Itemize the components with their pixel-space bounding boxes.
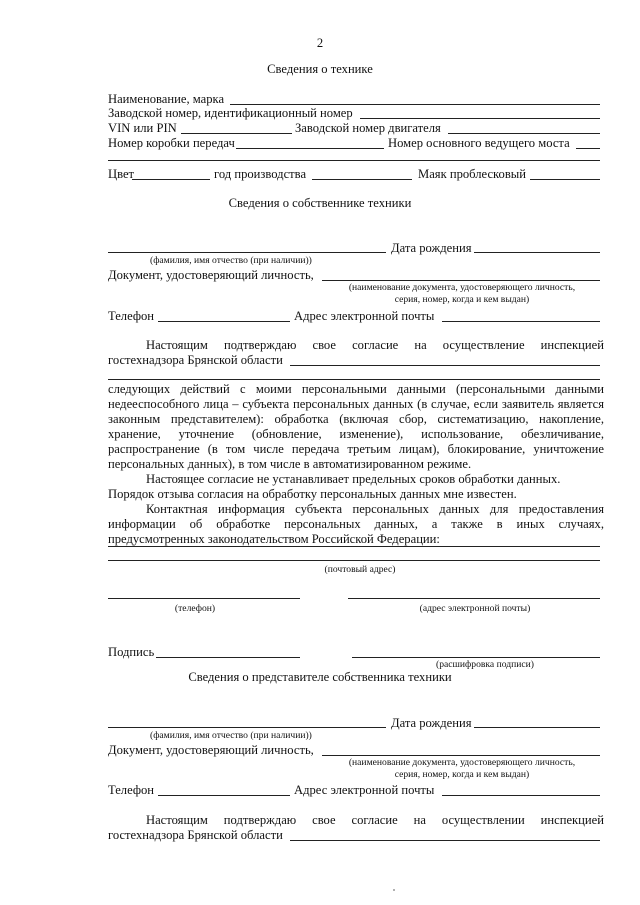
- consent-word: Настоящим: [146, 338, 208, 352]
- rep-phone-field[interactable]: [158, 795, 290, 796]
- signature-field[interactable]: [156, 657, 300, 658]
- rep-consent-inspection-field[interactable]: [290, 840, 600, 841]
- owner-doc-field[interactable]: [322, 280, 600, 281]
- postal-address-hint: (почтовый адрес): [324, 564, 396, 575]
- rep-doc-hint-1: (наименование документа, удостоверяющего личность,: [348, 757, 576, 768]
- rep-consent-line-1: [146, 813, 604, 828]
- owner-email-label: Адрес электронной почты: [294, 309, 435, 323]
- owner-fio-hint: (фамилия, имя отчество (при наличии)): [150, 255, 312, 266]
- consent-word: согласие: [351, 813, 398, 827]
- consent-word: свое: [312, 813, 336, 827]
- consent-word: подтверждаю: [223, 813, 297, 827]
- tech-color-label: Цвет: [108, 167, 135, 181]
- consent-paragraph-3b: [108, 517, 604, 532]
- owner-doc-hint-1: (наименование документа, удостоверяющего личность,: [348, 282, 576, 293]
- tech-serial-field[interactable]: [360, 118, 600, 119]
- tech-year-label: год производства: [214, 167, 307, 181]
- tech-axle-field[interactable]: [576, 148, 600, 149]
- tech-gearbox-field[interactable]: [236, 148, 384, 149]
- rep-birth-field[interactable]: [474, 727, 600, 728]
- consent-text-line: недееспособного лица – субъекта персональных данных (в случае, если заявитель является: [108, 397, 604, 411]
- consent-text-line: распространение (в том числе передача третьим лицам), блокирование, уничтожение: [108, 442, 604, 456]
- rep-doc-field[interactable]: [322, 755, 600, 756]
- consent-word: на: [414, 338, 427, 352]
- consent-paragraph-2-line-2: Порядок отзыва согласия на обработку персональных данных мне известен.: [108, 487, 517, 501]
- contact-phone-hint: (телефон): [174, 603, 216, 614]
- tech-name-label: Наименование, марка: [108, 92, 225, 106]
- tech-beacon-field[interactable]: [530, 179, 600, 180]
- consent-text-line: законным представителем): обработка (включая сбор, систематизацию, накопление,: [108, 412, 604, 426]
- contact-email-field[interactable]: [348, 598, 600, 599]
- postal-address-line-2[interactable]: [108, 560, 600, 561]
- consent-paragraph-2-line-1: Настоящее согласие не устанавливает предельных сроков обработки данных.: [146, 472, 561, 486]
- rep-doc-hint-2: серия, номер, когда и кем выдан): [394, 769, 530, 780]
- owner-doc-label: Документ, удостоверяющий личность,: [108, 268, 314, 282]
- rep-email-field[interactable]: [442, 795, 600, 796]
- tech-vin-label: VIN или PIN: [108, 121, 177, 135]
- consent-inspection-field[interactable]: [290, 365, 600, 366]
- consent-paragraph-1-end: персональных данных), в том числе в автоматизированном режиме.: [108, 457, 472, 471]
- tech-engine-label: Заводской номер двигателя: [295, 121, 441, 135]
- signature-transcript-field[interactable]: [352, 657, 600, 658]
- consent-word: подтверждаю: [223, 338, 297, 352]
- consent-word: свое: [312, 338, 336, 352]
- consent-paragraph-1: [108, 382, 604, 457]
- consent-paragraph-3-end: предусмотренных законодательством Российской Федерации:: [108, 532, 440, 546]
- tech-gearbox-label: Номер коробки передач: [108, 136, 235, 150]
- postal-address-line-1[interactable]: [108, 546, 600, 547]
- tech-heading: Сведения о технике: [267, 62, 373, 76]
- page-number: 2: [316, 36, 324, 50]
- consent-text-line: информации об обработке персональных данных, а также в иных случаях,: [108, 517, 604, 531]
- consent-word: инспекцией: [540, 338, 604, 352]
- tech-extra-line[interactable]: [108, 160, 600, 161]
- tech-engine-field[interactable]: [448, 133, 600, 134]
- rep-consent-line-2: гостехнадзора Брянской области: [108, 828, 283, 842]
- rep-fio-hint: (фамилия, имя отчество (при наличии)): [150, 730, 312, 741]
- tech-name-field[interactable]: [230, 104, 600, 105]
- consent-word: осуществление: [442, 338, 525, 352]
- consent-text-line: хранение, уточнение (обновление, изменение), использование, обезличивание,: [108, 427, 604, 441]
- tech-year-field[interactable]: [312, 179, 412, 180]
- consent-word: согласие: [352, 338, 399, 352]
- consent-word: Настоящим: [146, 813, 208, 827]
- tech-vin-field[interactable]: [181, 133, 292, 134]
- rep-doc-label: Документ, удостоверяющий личность,: [108, 743, 314, 757]
- rep-heading: Сведения о представителе собственника техники: [188, 670, 452, 684]
- consent-text-line: Контактная информация субъекта персональных данных для предоставления: [146, 502, 604, 516]
- owner-phone-label: Телефон: [108, 309, 155, 323]
- rep-fio-field[interactable]: [108, 727, 386, 728]
- consent-text-line: следующих действий с моими персональными данными (персональными данными: [108, 382, 604, 396]
- contact-email-hint: (адрес электронной почты): [419, 603, 531, 614]
- owner-heading: Сведения о собственнике техники: [228, 196, 412, 210]
- tech-beacon-label: Маяк проблесковый: [418, 167, 526, 181]
- rep-phone-label: Телефон: [108, 783, 155, 797]
- tech-color-field[interactable]: [132, 179, 210, 180]
- owner-doc-hint-2: серия, номер, когда и кем выдан): [394, 294, 530, 305]
- owner-phone-field[interactable]: [158, 321, 290, 322]
- consent-word: на: [413, 813, 426, 827]
- signature-transcript-hint: (расшифровка подписи): [436, 659, 534, 670]
- consent-word: инспекцией: [540, 813, 604, 827]
- rep-email-label: Адрес электронной почты: [294, 783, 435, 797]
- tech-serial-label: Заводской номер, идентификационный номер: [108, 106, 353, 120]
- signature-label: Подпись: [108, 645, 155, 659]
- consent-paragraph-3a: [146, 502, 604, 517]
- rep-birth-label: Дата рождения: [391, 716, 472, 730]
- scan-speck: [393, 889, 395, 891]
- owner-birth-field[interactable]: [474, 252, 600, 253]
- consent-blank-line[interactable]: [108, 379, 600, 380]
- tech-axle-label: Номер основного ведущего моста: [388, 136, 570, 150]
- contact-phone-field[interactable]: [108, 598, 300, 599]
- owner-birth-label: Дата рождения: [391, 241, 472, 255]
- consent-word: осуществлении: [441, 813, 525, 827]
- owner-email-field[interactable]: [442, 321, 600, 322]
- consent-line-1: [146, 338, 604, 353]
- owner-fio-field[interactable]: [108, 252, 386, 253]
- consent-line-2: гостехнадзора Брянской области: [108, 353, 283, 367]
